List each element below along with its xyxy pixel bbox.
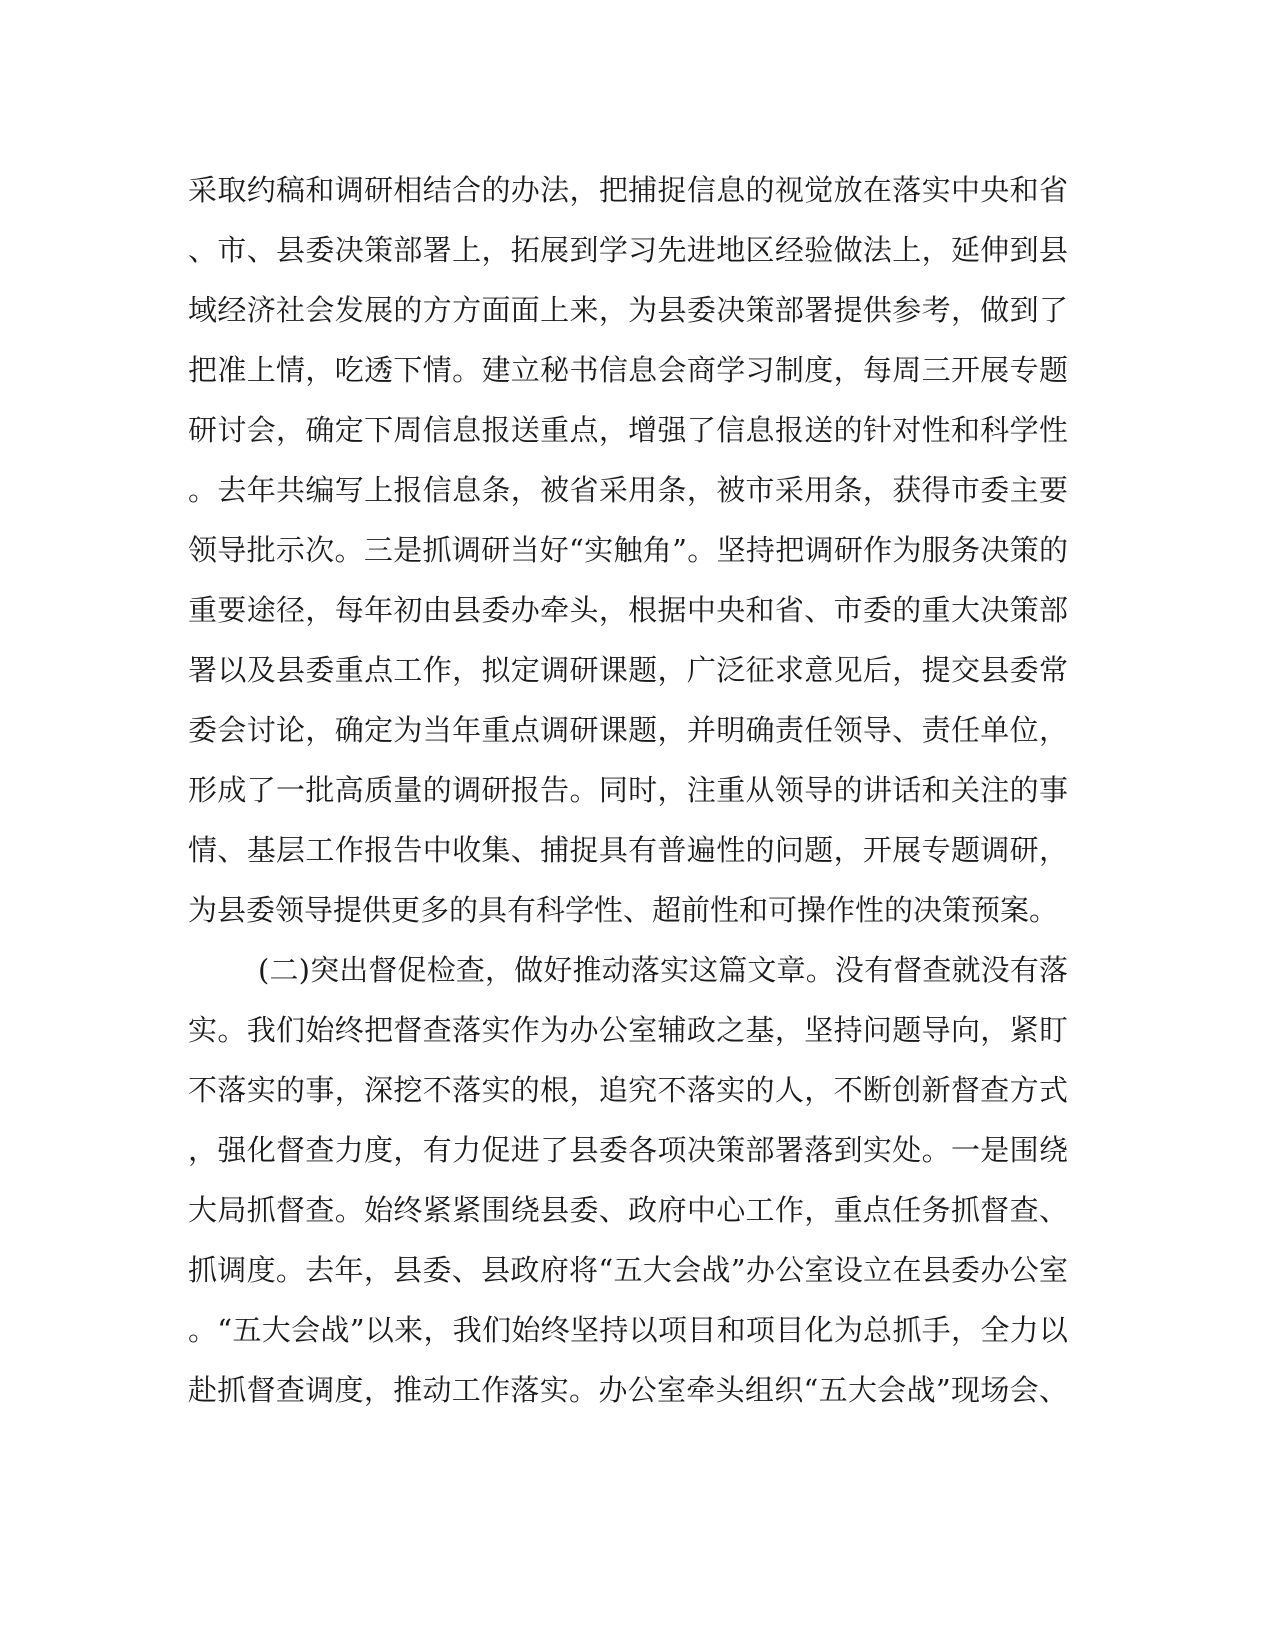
text-line: 为县委领导提供更多的具有科学性、超前性和可操作性的决策预案。 [188, 893, 1059, 927]
text-line: 大局抓督查。始终紧紧围绕县委、政府中心工作，重点任务抓督查、 [188, 1193, 1068, 1227]
text-line: 形成了一批高质量的调研报告。同时，注重从领导的讲话和关注的事 [188, 773, 1068, 807]
text-line: 领导批示次。三是抓调研当好“实触角”。坚持把调研作为服务决策的 [188, 533, 1068, 567]
text-line: 不落实的事，深挖不落实的根，追究不落实的人，不断创新督查方式 [188, 1073, 1068, 1107]
text-line: 赴抓督查调度，推动工作落实。办公室牵头组织“五大会战”现场会、 [188, 1373, 1068, 1407]
text-line: 实。我们始终把督查落实作为办公室辅政之基，坚持问题导向，紧盯 [188, 1013, 1068, 1047]
body-text [188, 160, 1068, 1420]
text-line: 。去年共编写上报信息条，被省采用条，被市采用条，获得市委主要 [188, 473, 1068, 507]
text-line: 把准上情，吃透下情。建立秘书信息会商学习制度，每周三开展专题 [188, 353, 1068, 387]
text-line: 采取约稿和调研相结合的办法，把捕捉信息的视觉放在落实中央和省 [188, 173, 1068, 207]
text-line: 情、基层工作报告中收集、捕捉具有普遍性的问题，开展专题调研， [188, 833, 1068, 867]
text-line: 、市、县委决策部署上，拓展到学习先进地区经验做法上，延伸到县 [188, 233, 1068, 267]
text-line: 研讨会，确定下周信息报送重点，增强了信息报送的针对性和科学性 [188, 413, 1068, 447]
text-line: 委会讨论，确定为当年重点调研课题，并明确责任领导、责任单位， [188, 713, 1068, 747]
text-line: 。“五大会战”以来，我们始终坚持以项目和项目化为总抓手，全力以 [188, 1313, 1068, 1347]
text-line: 抓调度。去年，县委、县政府将“五大会战”办公室设立在县委办公室 [188, 1253, 1068, 1287]
text-line: 域经济社会发展的方方面面上来，为县委决策部署提供参考，做到了 [188, 293, 1068, 327]
text-line: 重要途径，每年初由县委办牵头，根据中央和省、市委的重大决策部 [188, 593, 1068, 627]
section-heading-line: (二)突出督促检查，做好推动落实这篇文章。没有督查就没有落 [258, 953, 1068, 987]
text-line: ，强化督查力度，有力促进了县委各项决策部署落到实处。一是围绕 [188, 1133, 1068, 1167]
text-line: 署以及县委重点工作，拟定调研课题，广泛征求意见后，提交县委常 [188, 653, 1068, 687]
